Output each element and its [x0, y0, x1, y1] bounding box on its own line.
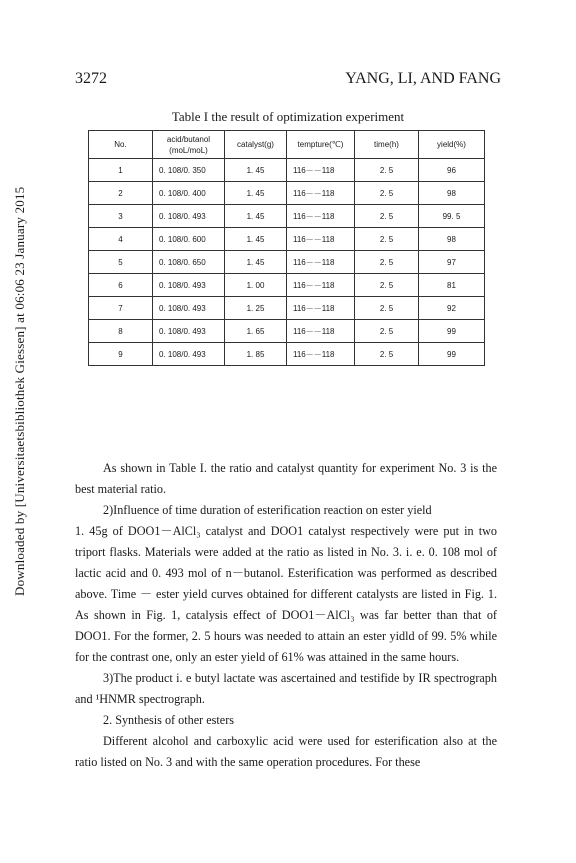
- table-cell: 99: [419, 320, 485, 343]
- table-cell: 2. 5: [355, 182, 419, 205]
- table-cell: 98: [419, 182, 485, 205]
- table-cell: 99: [419, 343, 485, 366]
- table-cell: 1. 45: [225, 182, 287, 205]
- column-header: time(h): [355, 131, 419, 159]
- table-cell: 0. 108/0. 493: [153, 343, 225, 366]
- table-cell: 116－－118: [287, 205, 355, 228]
- table-cell: 116－－118: [287, 251, 355, 274]
- column-header: tempture(℃): [287, 131, 355, 159]
- paragraph: 2)Influence of time duration of esterification reaction on ester yield: [103, 503, 432, 517]
- table-cell: 5: [89, 251, 153, 274]
- table-cell: 0. 108/0. 493: [153, 297, 225, 320]
- table-header-row: [89, 131, 485, 159]
- table-cell: 0. 108/0. 493: [153, 320, 225, 343]
- column-header: No.: [89, 131, 153, 159]
- table-cell: 6: [89, 274, 153, 297]
- table-cell: 0. 108/0. 493: [153, 274, 225, 297]
- table-cell: 1. 00: [225, 274, 287, 297]
- column-header: acid/butanol (moL/moL): [153, 131, 225, 159]
- table-row: [89, 159, 485, 182]
- table-row: [89, 251, 485, 274]
- table-cell: 96: [419, 159, 485, 182]
- table-cell: 92: [419, 297, 485, 320]
- table-cell: 2. 5: [355, 343, 419, 366]
- table-row: [89, 274, 485, 297]
- table-cell: 116－－118: [287, 182, 355, 205]
- table-cell: 1. 45: [225, 205, 287, 228]
- table-row: [89, 205, 485, 228]
- table-cell: 4: [89, 228, 153, 251]
- table-cell: 81: [419, 274, 485, 297]
- running-head: YANG, LI, AND FANG: [345, 70, 501, 87]
- table-row: [89, 182, 485, 205]
- table-cell: 1. 45: [225, 251, 287, 274]
- paragraph: As shown in Table I. the ratio and catalyst quantity for experiment No. 3 is the best material ratio.: [75, 461, 497, 496]
- table-cell: 2. 5: [355, 159, 419, 182]
- table-cell: 116－－118: [287, 274, 355, 297]
- table-caption: Table I the result of optimization experiment: [171, 109, 405, 124]
- table-cell: 2. 5: [355, 228, 419, 251]
- table-cell: 1. 25: [225, 297, 287, 320]
- table-cell: 2. 5: [355, 205, 419, 228]
- table-cell: 7: [89, 297, 153, 320]
- table-cell: 116－－118: [287, 297, 355, 320]
- table-cell: 0. 108/0. 493: [153, 205, 225, 228]
- table-cell: 116－－118: [287, 228, 355, 251]
- results-table: [88, 130, 485, 366]
- table-cell: 0. 108/0. 600: [153, 228, 225, 251]
- table-cell: 1. 45: [225, 228, 287, 251]
- column-header: catalyst(g): [225, 131, 287, 159]
- table-cell: 2. 5: [355, 274, 419, 297]
- table-cell: 2. 5: [355, 251, 419, 274]
- table-cell: 0. 108/0. 650: [153, 251, 225, 274]
- column-header: yield(%): [419, 131, 485, 159]
- table-cell: 1: [89, 159, 153, 182]
- table-cell: 9: [89, 343, 153, 366]
- table-cell: 1. 45: [225, 159, 287, 182]
- table-cell: 1. 85: [225, 343, 287, 366]
- table-cell: 99. 5: [419, 205, 485, 228]
- table-cell: 2. 5: [355, 320, 419, 343]
- table-row: [89, 343, 485, 366]
- body-text: [75, 458, 497, 773]
- table-cell: 0. 108/0. 350: [153, 159, 225, 182]
- page-number: 3272: [75, 70, 107, 87]
- table-cell: 1. 65: [225, 320, 287, 343]
- table-row: [89, 228, 485, 251]
- paragraph: 3)The product i. e butyl lactate was ascertained and testifide by IR spectrograph and ¹HNMR spectrograph.: [75, 671, 497, 706]
- table-cell: 98: [419, 228, 485, 251]
- download-watermark: Downloaded by [Universitaetsbibliothek Giessen] at 06:06 23 January 2015: [12, 186, 27, 596]
- paragraph: 1. 45g of DOO1－AlCl₃ catalyst and DOO1 catalyst respectively were put in two triport flasks. Materials were added at the ratio as listed in No. 3. i. e. 0. 108 mol of lactic acid and 0. 493 mol of n－butanol. Esterification was performed as described above. Time － ester yield curves obtained for different catalysts are listed in Fig. 1. As shown in Fig. 1, catalysis effect of DOO1－AlCl₃ was far better than that of DOO1. For the former, 2. 5 hours was needed to attain an ester yidld of 99. 5% while for the contrast one, only an ester yield of 61% was attained in the same hours.: [75, 524, 497, 664]
- table-row: [89, 297, 485, 320]
- table-cell: 116－－118: [287, 343, 355, 366]
- table-cell: 2: [89, 182, 153, 205]
- table-row: [89, 320, 485, 343]
- table-cell: 3: [89, 205, 153, 228]
- table-cell: 116－－118: [287, 159, 355, 182]
- table-cell: 0. 108/0. 400: [153, 182, 225, 205]
- table-cell: 8: [89, 320, 153, 343]
- table-cell: 2. 5: [355, 297, 419, 320]
- paragraph: Different alcohol and carboxylic acid were used for esterification also at the ratio listed on No. 3 and with the same operation procedures. For these: [75, 734, 497, 769]
- table-cell: 116－－118: [287, 320, 355, 343]
- section-heading: 2. Synthesis of other esters: [103, 713, 234, 727]
- table-cell: 97: [419, 251, 485, 274]
